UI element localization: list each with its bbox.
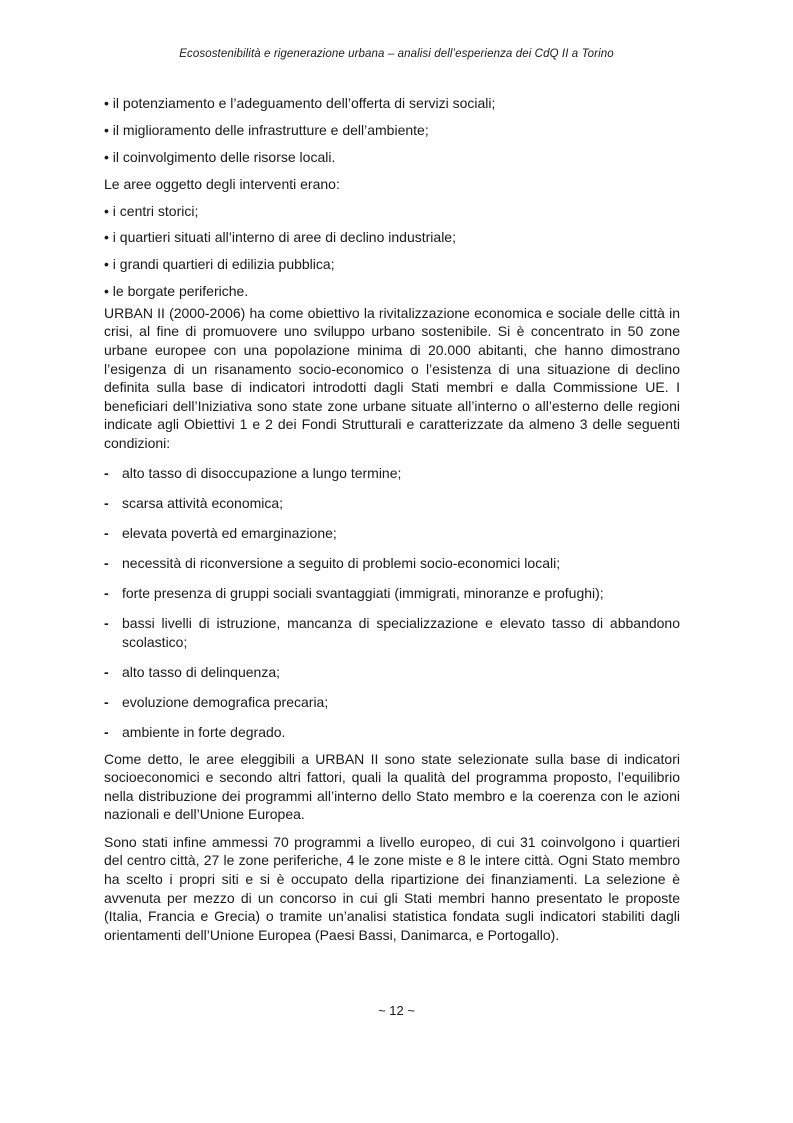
page-body (104, 94, 680, 952)
dash-marker: - (104, 615, 109, 632)
dash-marker: - (104, 554, 109, 571)
running-header: Ecosostenibilità e rigenerazione urbana – analisi dell’esperienza dei CdQ II a Torino (179, 48, 614, 60)
paragraph-selection: Come detto, le aree eleggibili a URBAN II sono state selezionate sulla base di indicatori socioeconomici e secondo altri fattori, quali la qualità del programma proposto, l’equilibrio nella distribuzione dei programmi all’interno dello Stato membro e la coerenza con le azioni nazionali e dell’Unione Europea. (104, 750, 680, 823)
paragraph-programs: Sono stati infine ammessi 70 programmi a livello europeo, di cui 31 coinvolgono i quartieri del centro città, 27 le zone periferiche, 4 le zone miste e 8 le intere città. Ogni Stato membro ha scelto i propri siti e si è occupato della ripartizione dei finanziamenti. La selezione è avvenuta per mezzo di un concorso in cui gli Stati membri hanno presentato le proposte (Italia, Francia e Grecia) o tramite un’analisi statistica fondata sugli indicatori stabiliti dagli orientamenti dell’Unione Europea (Paesi Bassi, Danimarca, e Portogallo). (104, 833, 680, 943)
condition-item (104, 723, 680, 742)
condition-text: alto tasso di delinquenza; (122, 663, 280, 680)
condition-item (104, 663, 680, 682)
dash-marker: - (104, 584, 109, 601)
bullet-item: • i centri storici; (104, 202, 199, 219)
bullet-item: • le borgate periferiche. (104, 283, 249, 300)
condition-item (104, 584, 680, 603)
condition-item (104, 554, 680, 573)
bullet-item: • il miglioramento delle infrastrutture e dell’ambiente; (104, 121, 429, 138)
condition-item (104, 524, 680, 543)
bullet-item: • il coinvolgimento delle risorse locali. (104, 148, 336, 165)
condition-text: bassi livelli di istruzione, mancanza di specializzazione e elevato tasso di abbandono scolastico; (122, 615, 680, 650)
dash-marker: - (104, 693, 109, 710)
dash-marker: - (104, 723, 109, 740)
condition-text: forte presenza di gruppi sociali svantaggiati (immigrati, minoranze e profughi); (122, 584, 604, 601)
condition-item (104, 693, 680, 712)
condition-text: necessità di riconversione a seguito di problemi socio-economici locali; (122, 554, 561, 571)
bullet-item: • i quartieri situati all’interno di aree di declino industriale; (104, 229, 456, 246)
dash-marker: - (104, 524, 109, 541)
dash-marker: - (104, 494, 109, 511)
condition-text: scarsa attività economica; (122, 494, 284, 511)
condition-item (104, 494, 680, 513)
dash-marker: - (104, 464, 109, 481)
page-number: ~ 12 ~ (378, 1003, 415, 1018)
dash-marker: - (104, 663, 109, 680)
paragraph-urban-ii: URBAN II (2000-2006) ha come obiettivo la rivitalizzazione economica e sociale delle città in crisi, al fine di promuovere uno sviluppo urbano sostenibile. Si è concentrato in 50 zone urbane europee con una popolazione minima di 20.000 abitanti, che hanno dimostrano l’esigenza di un risanamento socio-economico o l’esistenza di una situazione di declino definita sulla base di indicatori introdotti dagli Stati membri e dalla Commissione UE. I beneficiari dell’Iniziativa sono state zone urbane situate all’interno o all’esterno delle regioni indicate agli Obiettivi 1 e 2 dei Fondi Strutturali e caratterizzate da almeno 3 delle seguenti condizioni: (104, 304, 680, 451)
bullet-item: • i grandi quartieri di edilizia pubblica; (104, 256, 335, 273)
areas-intro: Le aree oggetto degli interventi erano: (104, 175, 340, 192)
condition-item (104, 464, 680, 483)
condition-text: elevata povertà ed emarginazione; (122, 524, 337, 541)
condition-text: evoluzione demografica precaria; (122, 693, 329, 710)
condition-text: ambiente in forte degrado. (122, 723, 286, 740)
condition-item (104, 614, 680, 651)
condition-text: alto tasso di disoccupazione a lungo termine; (122, 464, 402, 481)
bullet-item: • il potenziamento e l’adeguamento dell’offerta di servizi sociali; (104, 95, 496, 111)
